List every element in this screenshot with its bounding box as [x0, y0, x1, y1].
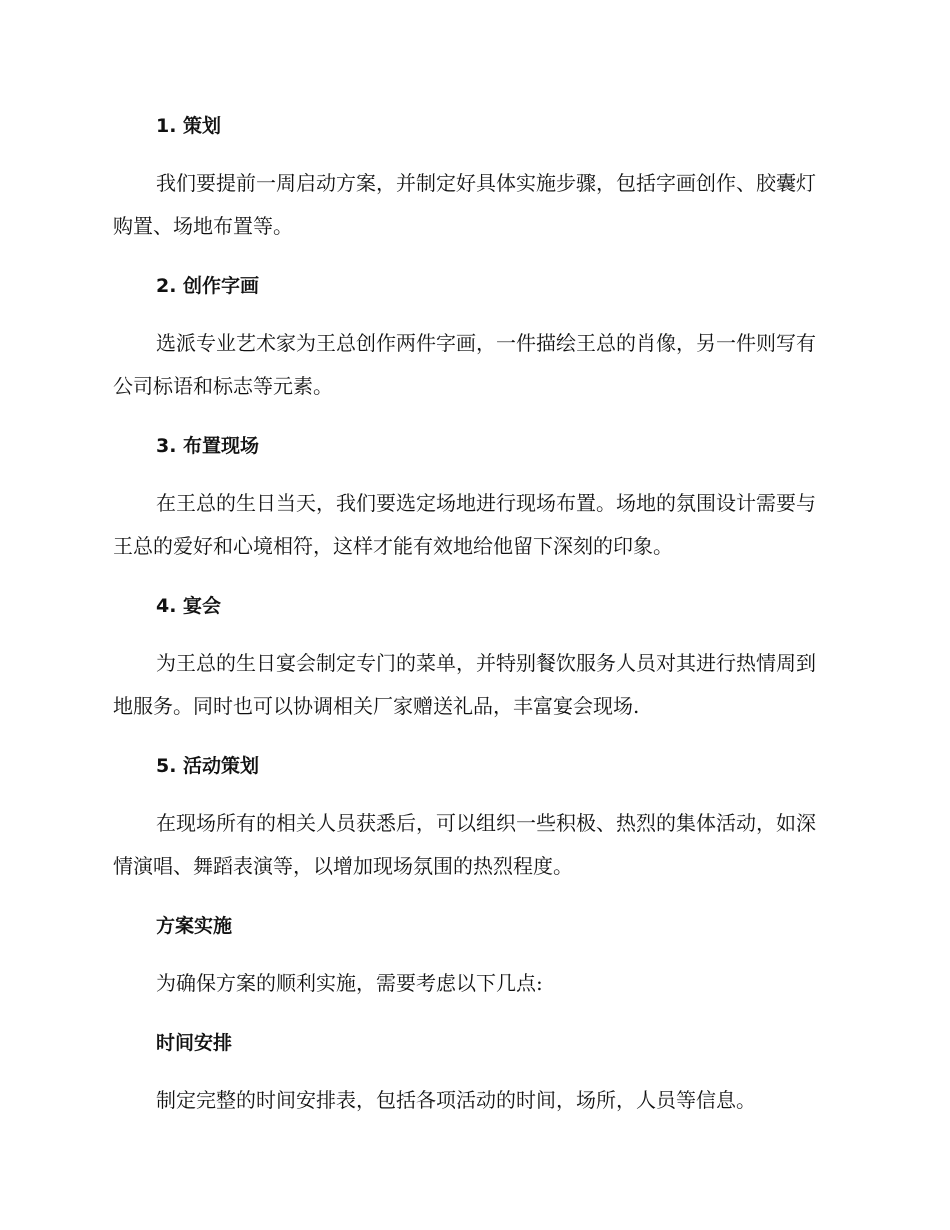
section-heading: 1. 策划 [156, 115, 222, 137]
section-heading: 方案实施 [156, 915, 233, 937]
section-heading: 2. 创作字画 [156, 275, 260, 297]
section-paragraph: 为王总的生日宴会制定专门的菜单，并特别餐饮服务人员对其进行热情周到地服务。同时也可以协调相关厂家赠送礼品，丰富宴会现场. [113, 651, 816, 718]
section-paragraph: 为确保方案的顺利实施，需要考虑以下几点: [156, 971, 543, 995]
section-implementation [113, 910, 835, 1027]
section-heading: 5. 活动策划 [156, 755, 260, 777]
section-activities [113, 750, 835, 910]
section-paragraph: 选派专业艺术家为王总创作两件字画，一件描绘王总的肖像，另一件则写有公司标语和标志等元素。 [113, 331, 816, 398]
section-paragraph: 我们要提前一周启动方案，并制定好具体实施步骤，包括字画创作、胶囊灯购置、场地布置等。 [113, 171, 816, 238]
section-heading: 3. 布置现场 [156, 435, 260, 457]
section-schedule [113, 1027, 835, 1122]
document-body [113, 110, 835, 1122]
section-heading: 4. 宴会 [156, 595, 222, 617]
section-banquet [113, 590, 835, 750]
section-planning [113, 110, 835, 270]
section-heading: 时间安排 [156, 1032, 233, 1054]
section-paragraph: 制定完整的时间安排表，包括各项活动的时间，场所，人员等信息。 [156, 1088, 756, 1112]
section-paragraph: 在王总的生日当天，我们要选定场地进行现场布置。场地的氛围设计需要与王总的爱好和心境相符，这样才能有效地给他留下深刻的印象。 [113, 491, 816, 558]
section-venue-setup [113, 430, 835, 590]
section-paragraph: 在现场所有的相关人员获悉后，可以组织一些积极、热烈的集体活动，如深情演唱、舞蹈表演等，以增加现场氛围的热烈程度。 [113, 811, 816, 878]
section-calligraphy [113, 270, 835, 430]
